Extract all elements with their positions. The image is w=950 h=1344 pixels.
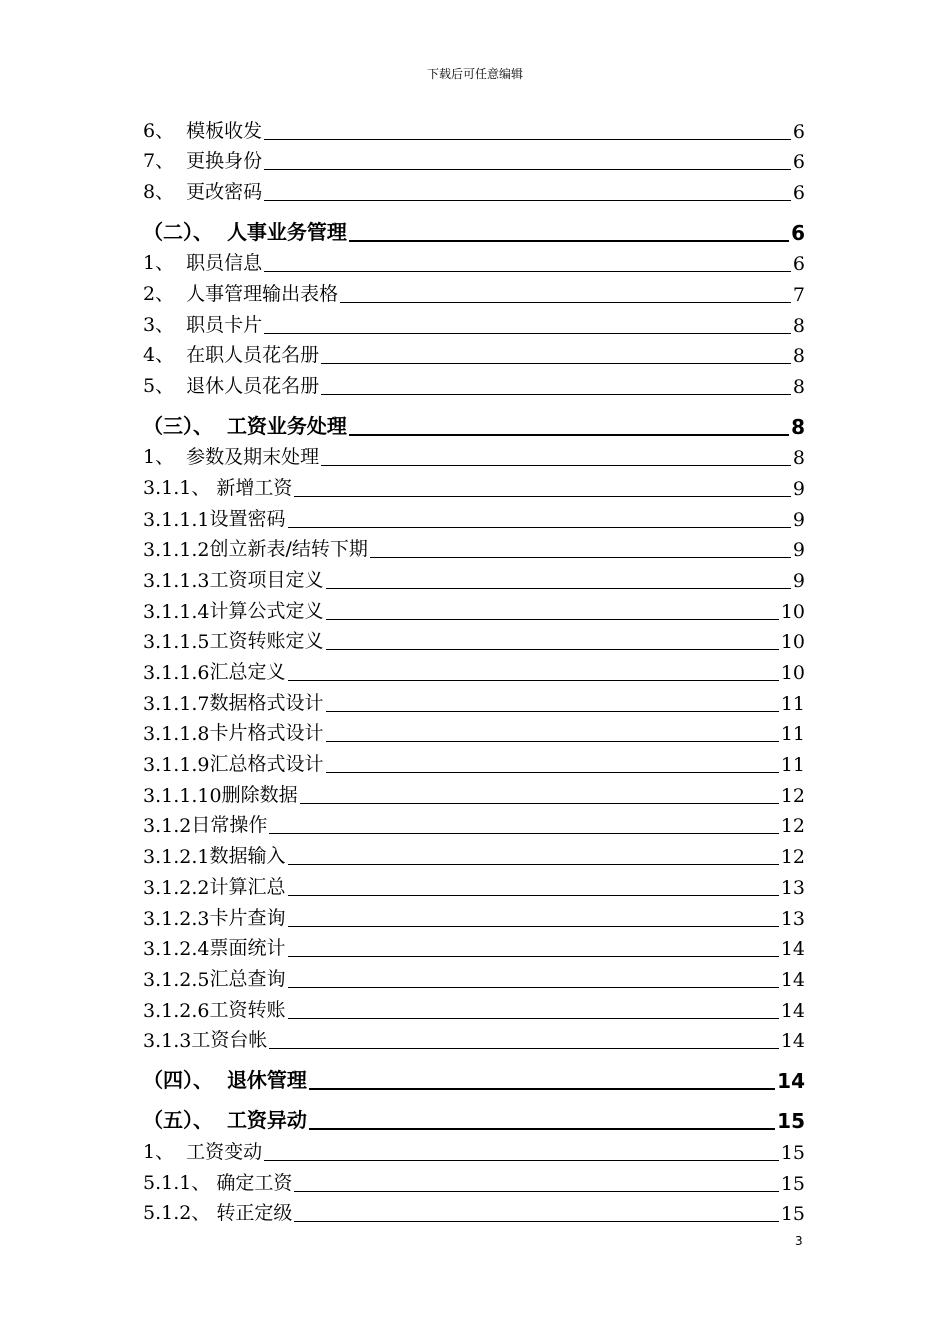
toc-entry[interactable] [143,684,805,715]
toc-page-number: 7 [792,283,805,306]
toc-page-number: 6 [792,120,805,143]
toc-entry[interactable] [143,653,805,684]
toc-leader-line [340,301,791,303]
toc-page-number: 15 [777,1109,805,1134]
toc-entry-number: 3.1.2.1 [143,846,210,869]
toc-entry-title: 计算公式定义 [209,599,324,622]
toc-page-number: 11 [780,754,805,777]
toc-page-number: 13 [780,876,805,899]
toc-section-entry[interactable] [143,1052,805,1093]
toc-entry-number: 6、 [143,119,187,142]
toc-entry-title: 职员信息 [186,252,263,275]
toc-entry-number: 3.1.2.2 [143,876,210,899]
toc-entry-title: 汇总查询 [209,967,286,990]
toc-entry-title: 人事管理输出表格 [186,282,339,305]
toc-entry-number: 1、 [143,1140,187,1163]
toc-entry-title: 工资异动 [226,1108,307,1133]
toc-page-number: 6 [792,182,805,205]
toc-leader-line [288,526,791,528]
toc-entry-title: 更换身份 [186,150,263,173]
toc-entry[interactable] [143,112,805,143]
toc-leader-line [321,464,791,466]
toc-entry[interactable] [143,337,805,368]
toc-entry-title: 工资转账 [209,998,286,1021]
toc-page-number: 8 [791,414,805,439]
toc-leader-line [326,740,779,742]
toc-leader-line [321,393,791,395]
toc-entry-title: 退休管理 [226,1067,307,1092]
toc-leader-line [288,955,779,957]
toc-leader-line [321,362,791,364]
toc-entry-title: 更改密码 [186,181,263,204]
toc-leader-line [370,556,791,558]
toc-entry-title: 退休人员花名册 [186,375,320,397]
toc-entry[interactable] [143,1133,805,1164]
toc-entry-title: 汇总定义 [209,661,286,683]
toc-entry-number: 3.1.2.5 [143,968,210,991]
toc-leader-line [326,771,779,773]
toc-page-number: 8 [792,376,805,398]
toc-entry[interactable] [143,367,805,398]
toc-leader-line [288,894,779,896]
toc-entry-title: 日常操作 [191,814,268,837]
toc-leader-line [264,1159,779,1161]
toc-entry-number: （三）、 [143,413,227,438]
toc-entry[interactable] [143,991,805,1022]
toc-entry-number: 3.1.1.4 [143,600,210,623]
toc-leader-line [288,863,779,865]
toc-entry[interactable] [143,715,805,746]
toc-leader-line [264,332,791,334]
toc-entry-number: 3.1.1.2 [143,539,210,562]
toc-entry[interactable] [143,899,805,930]
toc-entry-number: 1、 [143,446,187,469]
toc-entry-title: 新增工资 [216,476,293,499]
toc-entry[interactable] [143,1164,805,1195]
toc-entry-number: 5、 [143,375,187,397]
toc-entry-title: 在职人员花名册 [186,344,320,367]
toc-page-number: 12 [780,784,805,807]
toc-entry[interactable] [143,960,805,991]
toc-entry[interactable] [143,1195,805,1226]
toc-entry-title: 工资项目定义 [209,568,324,591]
toc-entry-title: 创立新表/结转下期 [209,538,368,561]
toc-leader-line [294,1220,778,1222]
toc-entry-title: 计算汇总 [209,875,286,898]
toc-entry-title: 转正定级 [216,1202,293,1225]
toc-leader-line [326,648,779,650]
toc-page-number: 6 [792,253,805,276]
toc-entry-number: 5.1.2、 [143,1202,217,1225]
toc-leader-line [309,1127,775,1130]
toc-page-number: 13 [780,907,805,930]
toc-entry-number: 3.1.1、 [143,476,217,499]
toc-entry-title: 汇总格式设计 [209,753,324,776]
toc-entry-number: （四）、 [143,1067,227,1092]
toc-entry-title: 工资转账定义 [209,630,324,653]
toc-page-number: 10 [780,662,805,684]
toc-leader-line [288,679,779,681]
toc-entry-number: 3.1.1.3 [143,569,210,592]
toc-entry-title: 确定工资 [216,1171,293,1194]
toc-entry-title: 职员卡片 [186,313,263,336]
toc-entry[interactable] [143,592,805,623]
toc-section-entry[interactable] [143,1093,805,1134]
toc-entry[interactable] [143,561,805,592]
toc-page-number: 14 [777,1068,805,1093]
toc-entry-title: 人事业务管理 [226,219,347,244]
toc-entry-number: 3.1.1.5 [143,631,210,654]
toc-leader-line [300,802,779,804]
toc-leader-line [269,832,778,834]
toc-entry[interactable] [143,469,805,500]
toc-page-number: 8 [792,447,805,470]
toc-page-number: 9 [792,508,805,531]
toc-entry-number: 3.1.1.8 [143,723,210,746]
toc-entry[interactable] [143,930,805,961]
page-number: 3 [795,1234,803,1248]
toc-leader-line [326,587,791,589]
toc-leader-line [288,986,779,988]
toc-leader-line [264,138,791,140]
toc-entry[interactable] [143,275,805,306]
toc-page-number: 14 [780,999,805,1022]
toc-page-number: 12 [780,846,805,869]
table-of-contents [143,112,805,1225]
toc-entry[interactable] [143,306,805,337]
toc-leader-line [349,433,789,436]
toc-entry[interactable] [143,745,805,776]
toc-entry[interactable] [143,837,805,868]
toc-entry[interactable] [143,807,805,838]
toc-page-number: 14 [780,1030,805,1053]
toc-entry[interactable] [143,245,805,276]
toc-entry-number: 4、 [143,344,187,367]
toc-entry-number: 8、 [143,181,187,204]
toc-page-number: 14 [780,938,805,961]
toc-entry[interactable] [143,623,805,654]
toc-page-number: 10 [780,631,805,654]
toc-entry-title: 卡片查询 [209,906,286,929]
toc-entry-title: 设置密码 [209,507,286,530]
toc-leader-line [294,1190,778,1192]
toc-entry-title: 数据输入 [209,845,286,868]
toc-entry-number: 3.1.1.6 [143,662,210,684]
toc-leader-line [349,239,789,242]
toc-entry[interactable] [143,143,805,174]
toc-entry-number: 3.1.1.10 [143,784,222,807]
page-header: 下载后可任意编辑 [426,67,523,81]
toc-page-number: 8 [792,345,805,368]
toc-page-number: 6 [792,151,805,174]
toc-entry-title: 数据格式设计 [209,691,324,714]
toc-entry-number: 3.1.1.1 [143,508,210,531]
toc-entry[interactable] [143,439,805,470]
toc-page-number: 8 [792,314,805,337]
toc-entry[interactable] [143,531,805,562]
toc-entry[interactable] [143,1022,805,1053]
toc-entry-number: 3.1.2 [143,815,192,838]
toc-page-number: 12 [780,815,805,838]
toc-leader-line [288,925,779,927]
toc-entry-number: （二）、 [143,219,227,244]
toc-entry[interactable] [143,776,805,807]
toc-entry-number: （五）、 [143,1108,227,1133]
toc-entry-number: 3.1.2.3 [143,907,210,930]
toc-entry-number: 1、 [143,252,187,275]
toc-leader-line [309,1087,775,1090]
toc-page-number: 9 [792,569,805,592]
toc-leader-line [264,168,791,170]
toc-entry-title: 工资台帐 [191,1029,268,1052]
toc-page-number: 10 [780,600,805,623]
toc-entry-title: 工资变动 [186,1140,263,1163]
toc-entry-number: 3.1.2.6 [143,999,210,1022]
toc-leader-line [264,270,791,272]
toc-entry[interactable] [143,173,805,204]
toc-entry-title: 工资业务处理 [226,413,347,438]
toc-leader-line [264,199,791,201]
toc-leader-line [326,618,779,620]
toc-page-number: 14 [780,968,805,991]
toc-entry-title: 删除数据 [221,783,298,806]
toc-leader-line [326,710,779,712]
toc-page-number: 11 [780,723,805,746]
toc-entry-number: 3、 [143,313,187,336]
toc-page-number: 9 [792,539,805,562]
toc-section-entry[interactable] [143,204,805,245]
toc-page-number: 15 [780,1203,805,1226]
toc-page-number: 6 [791,220,805,245]
toc-page-number: 15 [780,1141,805,1164]
toc-page-number: 11 [780,692,805,715]
toc-entry-number: 3.1.3 [143,1030,192,1053]
toc-leader-line [294,495,791,497]
toc-entry-number: 3.1.1.7 [143,692,210,715]
toc-leader-line [269,1047,778,1049]
toc-entry-number: 7、 [143,150,187,173]
toc-page-number: 9 [792,477,805,500]
toc-entry-title: 参数及期末处理 [186,446,320,469]
toc-entry-number: 2、 [143,282,187,305]
toc-entry-number: 3.1.2.4 [143,938,210,961]
toc-entry-title: 模板收发 [186,119,263,142]
toc-entry-title: 卡片格式设计 [209,722,324,745]
toc-entry[interactable] [143,868,805,899]
toc-entry[interactable] [143,500,805,531]
toc-leader-line [288,1017,779,1019]
toc-page-number: 15 [780,1172,805,1195]
toc-entry-number: 5.1.1、 [143,1171,217,1194]
toc-entry-title: 票面统计 [209,937,286,960]
toc-entry-number: 3.1.1.9 [143,754,210,777]
toc-section-entry[interactable] [143,398,805,439]
